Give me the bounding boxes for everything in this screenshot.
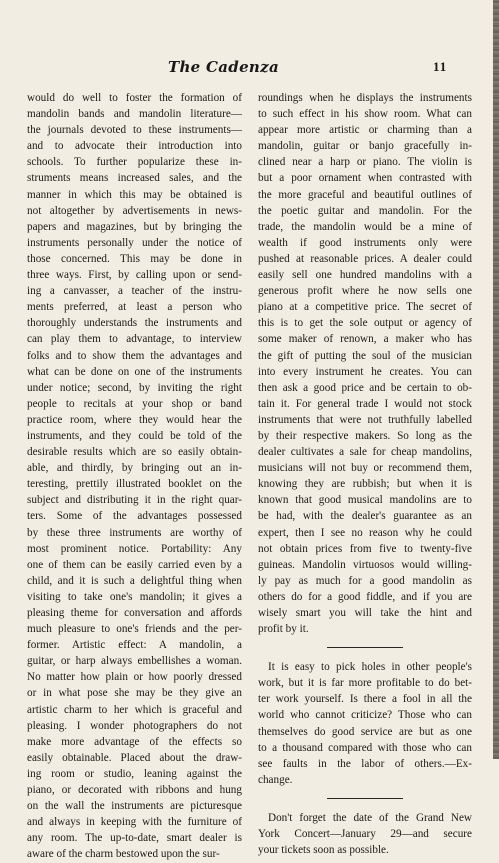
- text-line: former. Artistic effect: A mandolin, a: [27, 639, 242, 652]
- paragraph-concert-notice: [258, 810, 472, 858]
- text-line: thoroughly understands the instruments and: [27, 317, 242, 330]
- text-line: mandolin, guitar or banjo gracefully in-: [258, 140, 472, 153]
- text-line: profit by it.: [258, 623, 309, 636]
- text-line: or in what pose she may be they give an: [27, 687, 242, 700]
- text-line: world who cannot criticize? Those who can: [258, 709, 472, 722]
- text-line: wealth if good instruments only were: [258, 236, 472, 249]
- text-line: aware of the charm bestowed upon the sur-: [27, 848, 220, 861]
- text-line: instruments personally under the notice of: [27, 236, 242, 249]
- text-line: subject and distributing it in the right quar-: [27, 494, 242, 507]
- text-line: manner in which this may be obtained is: [27, 188, 242, 201]
- text-line: most prominent notice. Portability: Any: [27, 542, 242, 555]
- text-line: roundings when he displays the instruments: [258, 92, 472, 104]
- text-line: known that good musical mandolins are to: [258, 494, 472, 507]
- text-line: piano at a competitive price. The secret of: [258, 301, 472, 314]
- text-line: pleasing theme for conversation and affords: [27, 607, 242, 619]
- text-line: No matter how plain or how poorly dressed: [27, 671, 242, 684]
- text-line: instruments, and they could be told of the: [27, 429, 242, 442]
- text-line: teresting, prettily illustrated booklet on the: [27, 478, 242, 491]
- text-line: easily sell one hundred mandolins with a: [258, 269, 472, 282]
- text-line: visiting to take one's mandolin; it gives a: [27, 590, 242, 603]
- text-line: artistic charm to her which is graceful and: [27, 703, 242, 716]
- text-line: appear more artistic or charming than a: [258, 124, 472, 137]
- text-line: Don't forget the date of the Grand New: [268, 811, 472, 824]
- text-line: by these three instruments are worthy of: [27, 526, 242, 539]
- text-line: work, but it is far more profitable to do bet-: [258, 677, 472, 690]
- text-line: child, and it is such a delightful thing when: [27, 574, 242, 587]
- text-line: pushed at reasonable prices. A dealer could: [258, 252, 472, 265]
- text-line: into every instrument he creates. You can: [258, 365, 472, 378]
- text-line: not obtain prices from five to twenty-five: [258, 542, 472, 555]
- text-line: the poetic guitar and mandolin. For the: [258, 204, 472, 217]
- paragraph-criticism: [258, 659, 472, 788]
- text-line: knowing they are rubbish; but when it is: [258, 478, 472, 491]
- text-line: able, and thirdly, by bringing out an in-: [27, 462, 242, 475]
- section-divider: [327, 798, 403, 799]
- text-line: three ways. First, by calling upon or send-: [27, 269, 242, 282]
- text-line: ing room or studio, leaning against the: [27, 767, 242, 780]
- text-line: to such effect in his show room. What can: [258, 108, 472, 121]
- text-line: much pleasure to one's friends and the per-: [27, 623, 242, 636]
- text-line: those concerned. This may be done in: [27, 252, 242, 265]
- text-line: struments means increased sales, and the: [27, 172, 242, 185]
- text-line: the more graceful and beautiful outlines of: [258, 188, 472, 201]
- text-line: ly pay as much for a good mandolin as: [258, 574, 472, 587]
- text-line: any room. The up-to-date, smart dealer is: [27, 832, 242, 845]
- text-line: practice room, where they would hear the: [27, 413, 242, 426]
- text-line: ing a canvasser, a teacher of the instru-: [27, 285, 242, 298]
- text-line: It is easy to pick holes in other people's: [268, 661, 472, 674]
- text-line: on the wall the instruments are picturesque: [27, 800, 242, 813]
- text-line: wisely smart you will take the hint and: [258, 607, 472, 619]
- text-line: others do for a good fiddle, and if you are: [258, 590, 472, 603]
- text-line: under notice; second, by inviting the right: [27, 381, 242, 394]
- text-line: would do well to foster the formation of: [27, 92, 242, 104]
- text-line: make more advantage of the effects so: [27, 735, 242, 748]
- text-line: papers and magazines, but by bringing the: [27, 220, 242, 233]
- text-line: what can be done on one of the instruments: [27, 365, 242, 378]
- text-line: mandolin bands and mandolin literature—: [27, 108, 242, 121]
- page-edge-binding: [493, 0, 499, 759]
- text-line: to a thousand compared with those who can: [258, 741, 472, 754]
- text-line: musicians will not buy or recommend them,: [258, 462, 472, 475]
- text-line: guitar, or harp always embellishes a woman.: [27, 655, 242, 668]
- text-line: change.: [258, 773, 293, 786]
- text-line: be had, with the dealer's guarantee as an: [258, 510, 472, 523]
- text-line: some maker of renown, a maker who has: [258, 333, 472, 346]
- text-line: see faults in the labor of others.—Ex-: [258, 757, 472, 770]
- page-header: [0, 58, 499, 80]
- text-line: instruments that were not truthfully labelled: [258, 413, 472, 426]
- page-number: 11: [433, 59, 448, 74]
- text-line: desirable results which are so easily obtain-: [27, 446, 242, 459]
- text-line: pleasing. I wonder photographers do not: [27, 719, 242, 732]
- left-column: [27, 90, 242, 863]
- text-line: tain it. For general trade I would not stock: [258, 397, 472, 410]
- right-column: [258, 90, 472, 858]
- text-line: easily obtainable. Placed about the draw-: [27, 751, 242, 764]
- text-line: one of them can be easily carried even by a: [27, 558, 242, 571]
- text-line: expert, then I see no reason why he could: [258, 526, 472, 539]
- text-line: ments preferred, at least a person who: [27, 301, 242, 314]
- text-line: and always in keeping with the furniture of: [27, 816, 242, 829]
- text-line: clined near a harp or piano. The violin is: [258, 156, 472, 169]
- text-line: folks and to show them the advantages and: [27, 349, 242, 362]
- text-line: can play them to advantage, to interview: [27, 333, 242, 346]
- text-line: by their respective makers. So long as the: [258, 429, 472, 442]
- text-line: not altogether by advertisements in news-: [27, 204, 242, 217]
- text-line: the journals devoted to these instruments—: [27, 124, 242, 137]
- text-line: people to recitals at your shop or band: [27, 397, 242, 410]
- text-line: generous profit where he now sells one: [258, 285, 472, 298]
- text-line: your tickets soon as possible.: [258, 844, 389, 857]
- text-line: ter work yourself. Is there a fool in all the: [258, 693, 472, 706]
- section-divider: [327, 647, 403, 648]
- text-line: themselves do good service are but as one: [258, 725, 472, 738]
- text-line: and to advocate their introduction into: [27, 140, 242, 153]
- text-line: guineas. Mandolin virtuosos would willing-: [258, 558, 472, 571]
- text-line: York Concert—January 29—and secure: [258, 828, 472, 841]
- text-line: this is to get the sole output or agency of: [258, 317, 472, 330]
- text-line: ters. Some of the advantages possessed: [27, 510, 242, 523]
- text-line: schools. To further popularize these in-: [27, 156, 242, 169]
- text-line: piano, or decorated with ribbons and hung: [27, 784, 242, 797]
- article-continuation: [258, 90, 472, 637]
- text-line: dealer cultivates a sale for cheap mandolins,: [258, 446, 472, 459]
- text-line: trade, the mandolin would be a mine of: [258, 220, 472, 233]
- text-line: then ask a good price and be certain to ob-: [258, 381, 472, 394]
- text-line: but a poor ornament when contrasted with: [258, 172, 472, 185]
- masthead-title: The Cadenza: [168, 58, 279, 76]
- text-line: the gift of putting the soul of the musician: [258, 349, 472, 362]
